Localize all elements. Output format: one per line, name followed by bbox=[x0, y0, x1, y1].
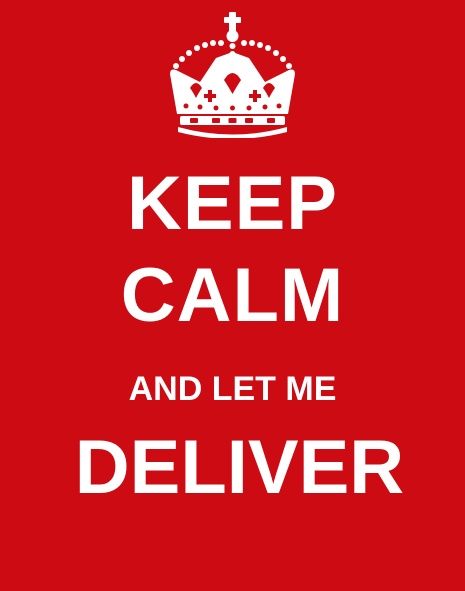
headline-keep: KEEP bbox=[127, 161, 338, 246]
headline-deliver: DELIVER bbox=[74, 425, 405, 510]
crown-icon bbox=[160, 10, 305, 138]
headline-calm: CALM bbox=[120, 253, 345, 338]
subline-and-let-me: AND LET ME bbox=[128, 370, 337, 408]
